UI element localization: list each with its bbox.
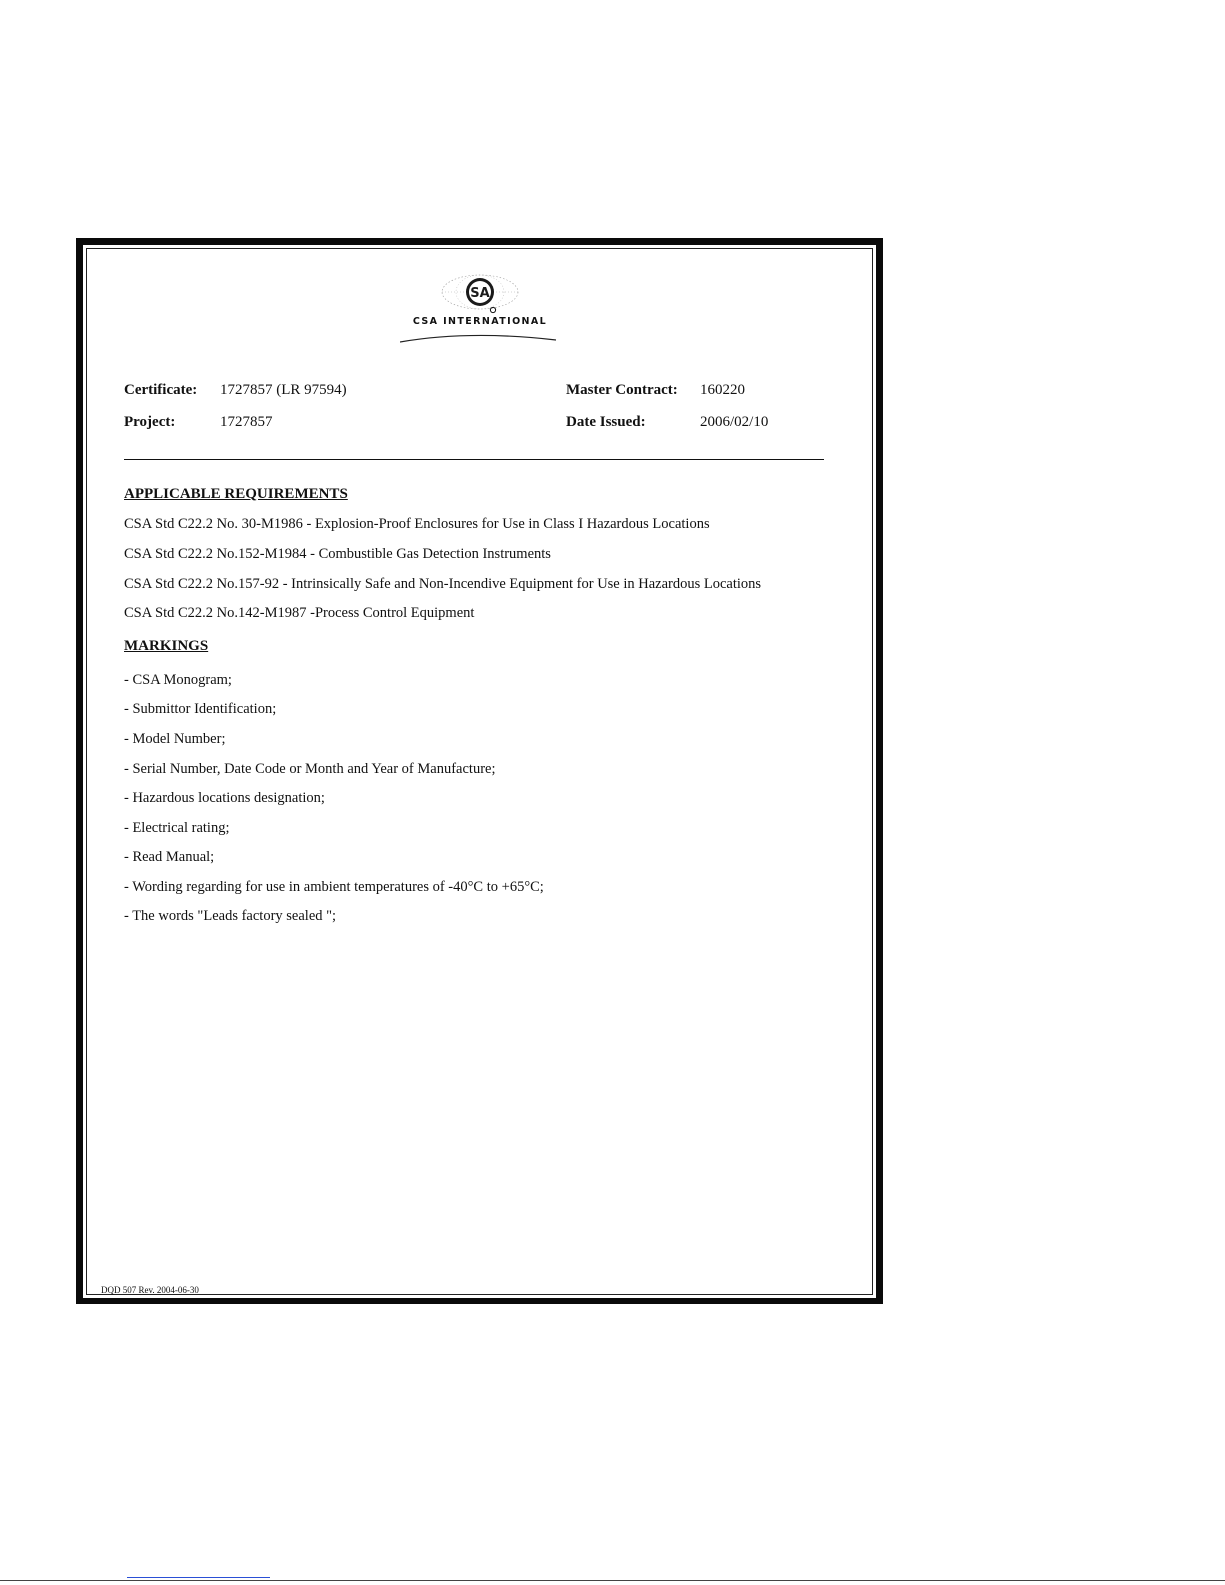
requirements-heading: APPLICABLE REQUIREMENTS [124,486,348,502]
bottom-link-underline [127,1577,270,1578]
marking-item: - Model Number; [124,731,226,747]
marking-item: - Hazardous locations designation; [124,790,325,806]
requirement-item: CSA Std C22.2 No.157-92 - Intrinsically Safe and Non-Incendive Equipment for Use in Hazardous Locations [124,576,762,592]
project-value: 1727857 [220,414,273,430]
markings-heading: MARKINGS [124,638,209,654]
master-contract-value: 160220 [700,382,745,398]
master-contract-label: Master Contract: [566,382,678,398]
marking-item: - Submittor Identification; [124,701,277,717]
marking-item: - Read Manual; [124,849,215,865]
date-issued-label: Date Issued: [566,414,646,430]
marking-item: - The words "Leads factory sealed "; [124,908,337,924]
project-label: Project: [124,414,176,430]
logo-wordmark: CSA INTERNATIONAL [412,316,548,327]
requirement-item: CSA Std C22.2 No.142-M1987 -Process Control Equipment [124,605,475,621]
certificate-value: 1727857 (LR 97594) [220,382,347,398]
requirement-item: CSA Std C22.2 No. 30-M1986 - Explosion-Proof Enclosures for Use in Class I Hazardous Locations [124,516,710,532]
certificate-label: Certificate: [124,382,198,398]
requirement-item: CSA Std C22.2 No.152-M1984 - Combustible Gas Detection Instruments [124,546,551,562]
date-issued-value: 2006/02/10 [700,414,769,430]
csa-monogram-icon [400,272,560,347]
marking-item: - Serial Number, Date Code or Month and Year of Manufacture; [124,761,496,777]
header-divider [124,459,824,460]
marking-item: - Electrical rating; [124,820,230,836]
marking-item: - Wording regarding for use in ambient temperatures of -40°C to +65°C; [124,879,544,895]
bottom-page-rule [0,1580,1225,1581]
form-id-footer: DQD 507 Rev. 2004-06-30 [101,1285,199,1295]
marking-item: - CSA Monogram; [124,672,232,688]
svg-text:SA: SA [470,286,490,301]
